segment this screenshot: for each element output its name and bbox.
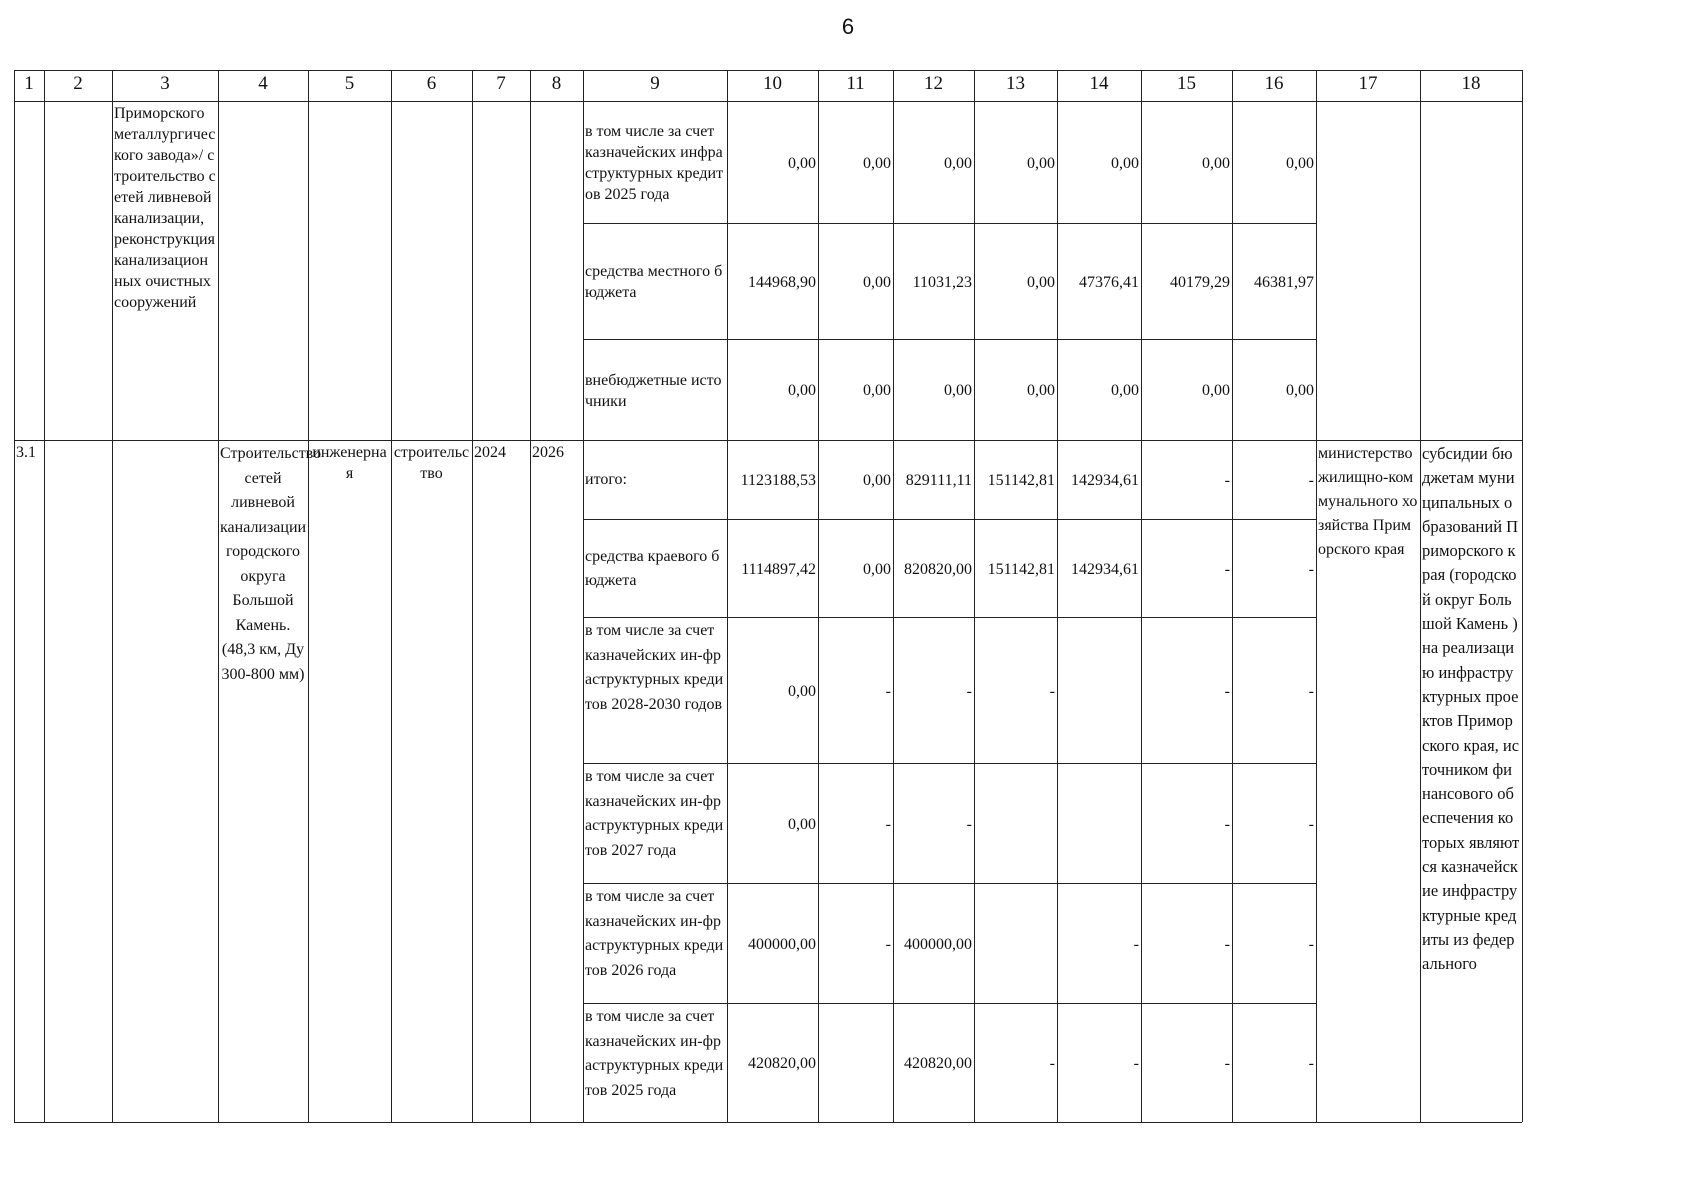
item-number: 3.1 — [16, 444, 36, 461]
lower-value-4-14: - — [1133, 935, 1139, 953]
table-bottom-border — [14, 1122, 1522, 1123]
lower-value-5-13: - — [1049, 1055, 1055, 1072]
lower-value-4-12: 400000,00 — [904, 935, 972, 953]
column-header-11: 11 — [846, 73, 865, 94]
lower-value-1-16: - — [1308, 560, 1314, 578]
lower-value-0-15: - — [1224, 472, 1230, 489]
lower-value-1-12: 820820,00 — [904, 560, 972, 578]
lower-value-3-14 — [1057, 763, 1141, 883]
upper-value-0-16: 0,00 — [1286, 154, 1314, 172]
lower-value-4-10: 400000,00 — [748, 935, 816, 953]
column-line-1 — [44, 70, 45, 1122]
lower-value-5-10: 420820,00 — [748, 1055, 816, 1072]
lower-value-0-13: 151142,81 — [987, 472, 1055, 489]
lower-value-3-12: - — [966, 815, 972, 833]
lower-value-0-12: 829111,11 — [905, 472, 972, 489]
item-work: строительство — [393, 444, 470, 482]
lower-source-0: итого: — [585, 471, 627, 489]
column-header-15: 15 — [1177, 73, 1196, 94]
column-header-13: 13 — [1006, 73, 1025, 94]
upper-value-2-13: 0,00 — [1027, 382, 1055, 399]
lower-value-3-13 — [974, 763, 1057, 883]
lower-value-5-12: 420820,00 — [904, 1055, 972, 1072]
lower-value-3-16: - — [1308, 815, 1314, 833]
column-header-10: 10 — [763, 73, 782, 94]
upper-value-0-13: 0,00 — [1027, 154, 1055, 172]
upper-value-2-10: 0,00 — [788, 382, 816, 399]
lower-value-2-12: - — [966, 682, 972, 700]
column-header-3: 3 — [160, 73, 170, 94]
upper-value-0-15: 0,00 — [1202, 154, 1230, 172]
upper-value-0-14: 0,00 — [1111, 154, 1139, 172]
upper-value-1-14: 47376,41 — [1079, 273, 1139, 291]
lower-value-2-16: - — [1308, 682, 1314, 700]
upper-value-0-12: 0,00 — [944, 154, 972, 172]
upper-value-2-11: 0,00 — [863, 382, 891, 399]
lower-value-4-11: - — [885, 935, 891, 953]
lower-value-3-11: - — [885, 815, 891, 833]
lower-value-1-13: 151142,81 — [987, 560, 1055, 578]
column-header-18: 18 — [1461, 73, 1481, 94]
item-note: субсидии бюджетам муниципальных образований Приморского края (городской округ Большой Камень ) на реализацию инфраструктурных проектов Приморского края, источником финансового обеспечения которых являются казначейские инфраструктурные кредиты из федерального — [1422, 444, 1520, 974]
column-header-9: 9 — [650, 73, 660, 94]
item-start-year: 2024 — [474, 444, 506, 461]
column-header-5: 5 — [344, 73, 355, 94]
upper-source-0: в том числе за счет казначейских инфраструктурных кредитов 2025 года — [585, 123, 724, 203]
upper-value-1-11: 0,00 — [863, 273, 891, 291]
upper-source-1: средства местного бюджета — [585, 263, 723, 301]
upper-value-1-12: 11031,23 — [912, 273, 972, 291]
upper-value-1-10: 144968,90 — [748, 273, 816, 291]
item-end-year: 2026 — [532, 444, 564, 461]
upper-source-2: внебюджетные источники — [585, 371, 722, 410]
lower-value-0-16: - — [1308, 472, 1314, 489]
item-type: инженерная — [312, 444, 387, 482]
upper-value-1-15: 40179,29 — [1170, 273, 1230, 291]
upper-value-1-13: 0,00 — [1027, 273, 1055, 291]
lower-value-3-10: 0,00 — [788, 815, 816, 833]
lower-source-4: в том числе за счет казначейских ин-фраструктурных кредитов 2026 года — [585, 888, 724, 979]
page-number: 6 — [841, 14, 855, 39]
upper-value-2-12: 0,00 — [944, 382, 972, 399]
column-header-4: 4 — [258, 73, 268, 94]
lower-value-2-10: 0,00 — [788, 682, 816, 700]
item-name: Строительство сетей ливневой канализации городского округа Большой Камень. (48,3 км, Ду 300-800 мм) — [220, 445, 322, 683]
lower-source-5: в том числе за счет казначейских ин-фраструктурных кредитов 2025 года — [585, 1008, 724, 1099]
lower-value-2-11: - — [885, 682, 891, 700]
lower-value-3-15: - — [1224, 815, 1230, 833]
lower-value-2-13: - — [1049, 682, 1055, 700]
lower-value-5-16: - — [1308, 1055, 1314, 1072]
upper-value-0-10: 0,00 — [788, 154, 816, 172]
lower-value-5-15: - — [1224, 1055, 1230, 1072]
lower-value-0-11: 0,00 — [863, 472, 891, 489]
lower-value-0-10: 1123188,53 — [740, 472, 816, 489]
lower-source-2: в том числе за счет казначейских ин-фраструктурных кредитов 2028-2030 годов — [585, 622, 724, 713]
column-header-8: 8 — [551, 73, 562, 94]
lower-value-0-14: 142934,61 — [1071, 472, 1139, 489]
lower-value-2-15: - — [1224, 682, 1230, 700]
lower-value-1-15: - — [1224, 560, 1230, 578]
lower-value-1-14: 142934,61 — [1071, 560, 1139, 578]
column-header-2: 2 — [73, 73, 83, 94]
lower-value-4-16: - — [1308, 935, 1314, 953]
upper-value-0-11: 0,00 — [863, 154, 891, 172]
lower-value-4-15: - — [1224, 935, 1230, 953]
column-header-7: 7 — [496, 73, 506, 94]
column-header-6: 6 — [426, 73, 437, 94]
column-header-12: 12 — [924, 73, 943, 94]
upper-value-2-14: 0,00 — [1111, 382, 1139, 399]
item-responsible: министерство жилищно-коммунального хозяйства Приморского края — [1318, 445, 1418, 558]
object-name-continued: Приморского металлургического завода»/ строительство сетей ливневой канализации, реконструкция канализационных очистных сооружений — [114, 105, 216, 311]
column-header-1: 1 — [24, 73, 34, 94]
lower-value-5-11 — [818, 1003, 893, 1122]
lower-source-1: средства краевого бюджета — [585, 547, 720, 589]
column-line-18 — [1522, 70, 1523, 1122]
upper-value-2-15: 0,00 — [1202, 382, 1230, 399]
column-header-14: 14 — [1089, 73, 1109, 94]
lower-value-4-13 — [974, 883, 1057, 1003]
column-header-17: 17 — [1358, 73, 1378, 94]
lower-source-3: в том числе за счет казначейских ин-фраструктурных кредитов 2027 года — [585, 768, 724, 859]
lower-value-5-14: - — [1133, 1055, 1139, 1072]
column-header-16: 16 — [1264, 73, 1284, 94]
lower-value-1-10: 1114897,42 — [741, 560, 816, 578]
upper-value-1-16: 46381,97 — [1254, 273, 1314, 291]
lower-value-1-11: 0,00 — [863, 560, 891, 578]
upper-value-2-16: 0,00 — [1286, 382, 1314, 399]
lower-value-2-14 — [1057, 617, 1141, 763]
